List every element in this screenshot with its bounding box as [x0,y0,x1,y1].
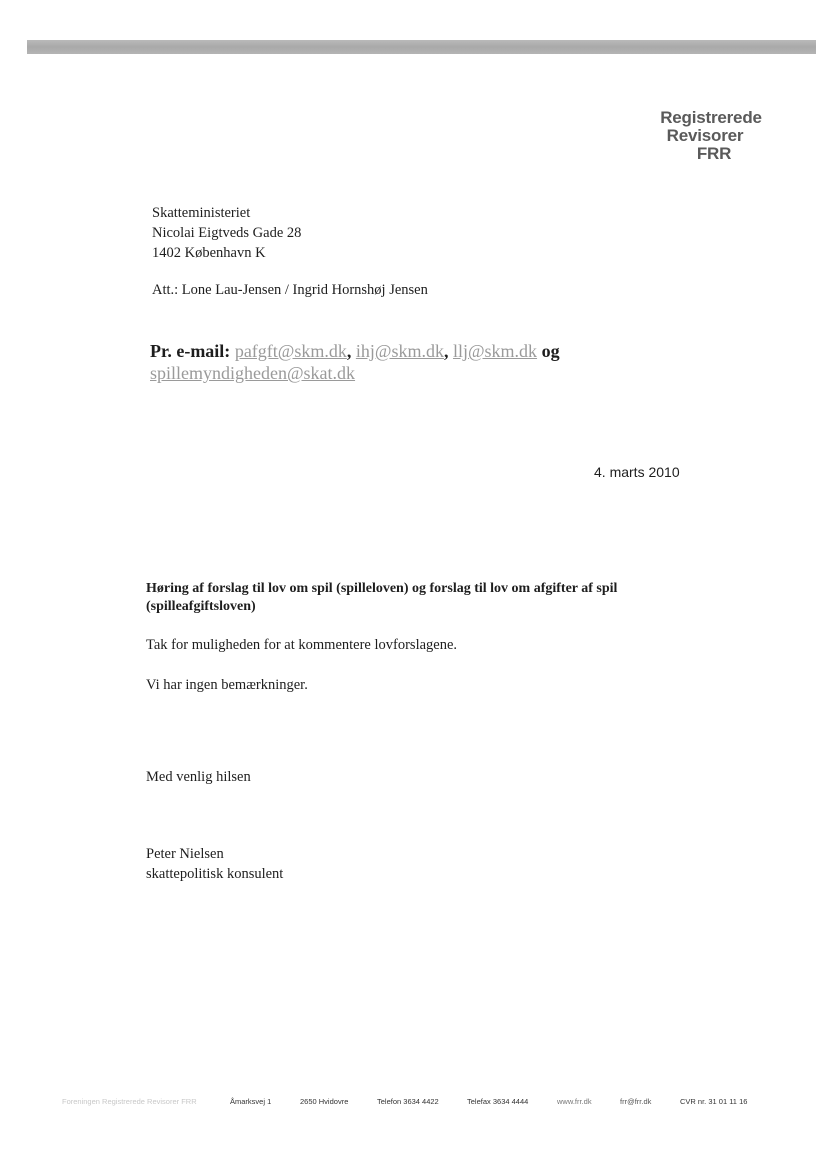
signature-title: skattepolitisk konsulent [146,866,284,882]
logo-line-2: Revisorer [666,126,744,145]
signature-name: Peter Nielsen [146,846,224,862]
logo-line-3: FRR [696,144,732,163]
email-separator: , [443,341,449,361]
footer-cvr: CVR nr. 31 01 11 16 [680,1097,748,1106]
logo-line-1: Registrerede [660,108,762,127]
email-link-1[interactable]: pafgft@skm.dk [234,341,347,361]
logo [640,109,770,163]
recipient-name: Skatteministeriet [152,205,251,221]
email-prefix: Pr. e-mail: [150,341,231,361]
letter-subject: Høring af forslag til lov om spil (spilleloven) og forslag til lov om afgifter af spil (spilleafgiftsloven) [146,581,618,614]
recipient-street: Nicolai Eigtveds Gade 28 [152,225,302,241]
attention-line: Att.: Lone Lau-Jensen / Ingrid Hornshøj Jensen [152,282,428,298]
footer-phone: Telefon 3634 4422 [377,1097,439,1106]
email-recipients [150,340,560,384]
footer-org: Foreningen Registrerede Revisorer FRR [62,1097,197,1106]
footer-city: 2650 Hvidovre [300,1097,349,1106]
letter-date: 4. marts 2010 [594,464,680,480]
email-link-3[interactable]: llj@skm.dk [452,341,538,361]
recipient-city: 1402 København K [152,245,266,261]
email-separator: , [346,341,352,361]
email-link-2[interactable]: ihj@skm.dk [355,341,444,361]
footer-street: Åmarksvej 1 [230,1097,272,1106]
footer-mail: frr@frr.dk [620,1097,652,1106]
body-paragraph-2: Vi har ingen bemærkninger. [146,677,308,693]
header-bar [27,40,816,54]
email-conjunction: og [541,341,560,361]
footer-web: www.frr.dk [557,1097,592,1106]
recipient-address [152,203,301,263]
footer-fax: Telefax 3634 4444 [467,1097,529,1106]
closing-salutation: Med venlig hilsen [146,769,251,785]
email-link-4[interactable]: spillemyndigheden@skat.dk [150,363,356,383]
body-paragraph-1: Tak for muligheden for at kommentere lovforslagene. [146,637,458,653]
